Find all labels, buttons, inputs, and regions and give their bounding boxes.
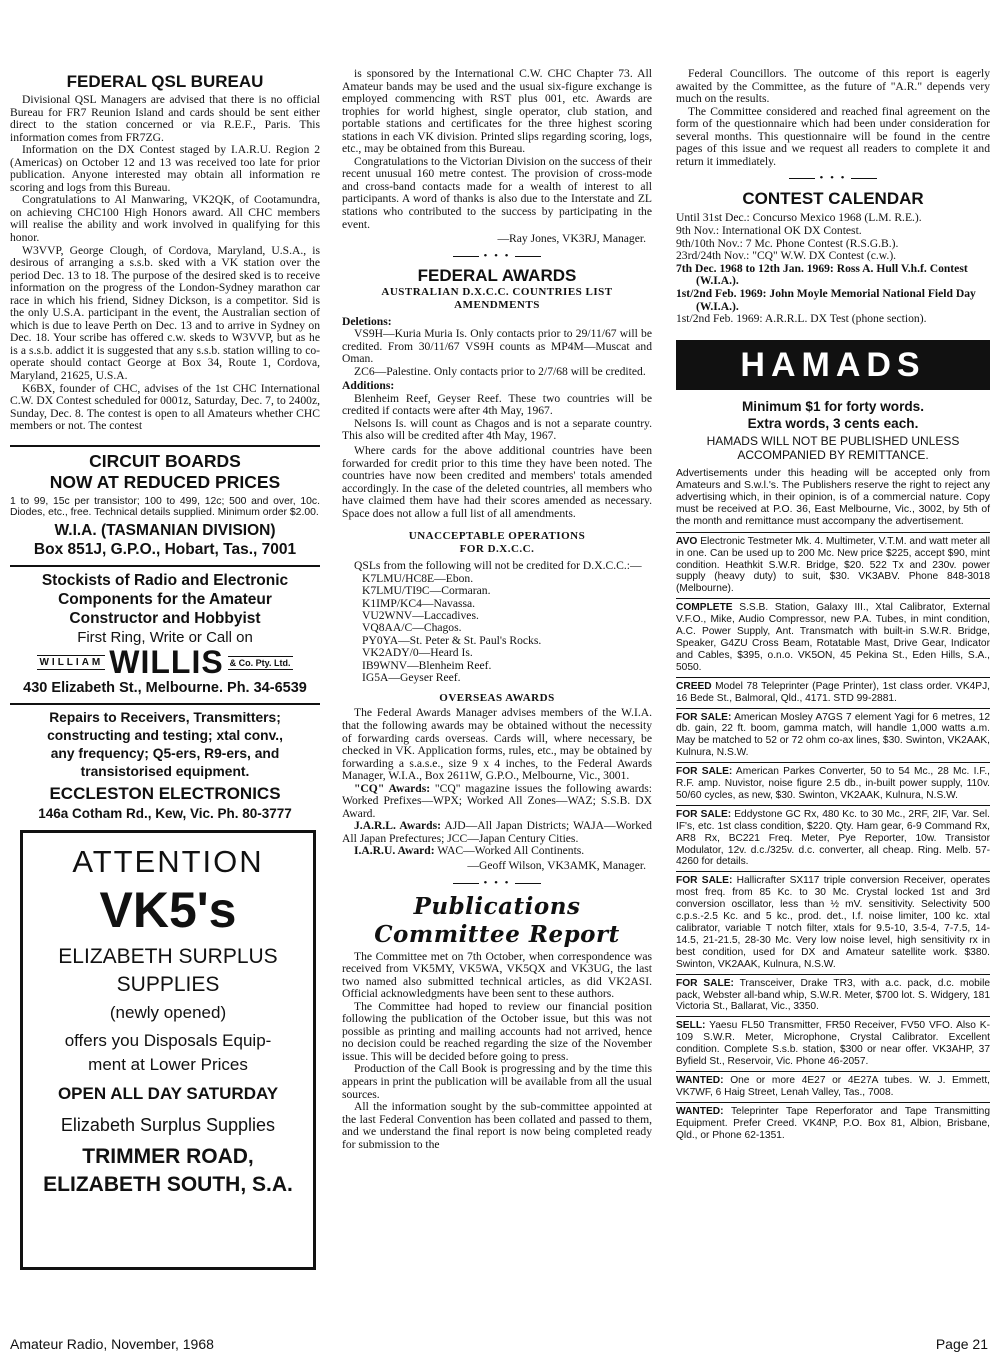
additions-list — [342, 393, 652, 443]
paragraph: Federal Councillors. The outcome of this report is eagerly awaited by the Committee, as the future of "A.R." depends very much on the results. — [676, 67, 990, 106]
eccleston-line: transistorised equipment. — [80, 763, 250, 779]
hamad-keyword: COMPLETE — [676, 602, 733, 614]
hamad-text: Transceiver, Drake TR3, with a.c. pack, d.c. mobile pack, Webster all-band whip, S.W.R. Meter, $700 lot. S. Widgery, 181 Victoria St., Ballarat, Vic., 3350. — [676, 977, 990, 1013]
cq-awards-text: "CQ" magazine issues the following awards: Worked Prefixes—WPX; Worked All Zones—WAZ; S.S.B. DX Award. — [342, 781, 653, 820]
unacceptable-item: K7LMU/HC8E—Ebon. — [362, 571, 474, 585]
amendments-subhead: AMENDMENTS — [454, 298, 540, 311]
publications-committee-body — [342, 951, 652, 1152]
unacceptable-subhead-2: FOR D.X.C.C. — [459, 543, 535, 556]
hamad-listing — [676, 974, 990, 1017]
federal-awards-title: FEDERAL AWARDS — [417, 265, 577, 285]
hamad-keyword: FOR SALE: — [676, 711, 732, 723]
iaru-award-label: I.A.R.U. Award: — [354, 844, 435, 858]
elizabeth-surplus-ad — [20, 830, 316, 1270]
paragraph: W3VVP, George Clough, of Cordova, Maryland, U.S.A., is desirous of arranging a s.s.b. sked with a VK station over the period Dec. 13 to 18. The purpose of the desired sked is to receive information on the progress of the London-Sydney marathon car race in which his friend, Sidney Dickson, is a competitor. Sid is the only U.S.A. participant in the event, the Australian section of which is due to leave Perth on Dec. 13 and to arrive in Sydney on Dec. 18. Your scribe has offered c.w. skeds to W3VVP, but as he is a s.s.b. addict it is suggested that any s.s.b. station willing to co-operate should contact George at Box 34, Route 1, Cordova, Maryland, 21625, U.S.A. — [10, 243, 320, 383]
hamads-notice: HAMADS WILL NOT BE PUBLISHED UNLESS — [706, 433, 960, 448]
eccleston-name: ECCLESTON ELECTRONICS — [49, 783, 281, 803]
attention-line: ment at Lower Prices — [88, 1054, 248, 1074]
unacceptable-item: VU2WNV—Laccadives. — [362, 609, 479, 623]
dxcc-list-subhead: AUSTRALIAN D.X.C.C. COUNTRIES LIST — [381, 285, 613, 298]
hamad-keyword: FOR SALE: — [676, 977, 734, 989]
attention-line: (newly opened) — [109, 1002, 227, 1022]
jarl-awards-text: AJD—All Japan Districts; WAJA—Worked All Japan Prefectures; JCC—Japan Century Cities. — [342, 819, 652, 845]
jarl-awards-label: J.A.R.L. Awards: — [354, 819, 441, 833]
separator: • • • — [676, 172, 990, 184]
eccleston-line: Repairs to Receivers, Transmitters; — [49, 709, 281, 725]
additions-label: Additions: — [342, 379, 395, 393]
deletions-list — [342, 328, 652, 378]
overseas-awards-paragraph: The Federal Awards Manager advises members of the W.I.A. that the following awards may be obtained without the necessity of forwarding cards overseas. Cards will, where necessary, be checked in VK. Application forms, rules, etc., may be obtained by forwarding a s.a.s.e., size 9 x 4 inches, to the Federal Awards Manager, W.I.A., Box 2611W, G.P.O., Melbourne, Vic., 3001. — [342, 706, 652, 783]
unacceptable-item: VQ8AA/C—Chagos. — [362, 621, 462, 635]
hamad-listing — [676, 1016, 990, 1071]
footer-publication: Amateur Radio, November, 1968 — [10, 1336, 214, 1352]
qsl-bureau-continued — [342, 68, 652, 231]
column-right — [676, 68, 990, 1145]
hamad-text: Teleprinter Tape Reperforator and Tape Transmitting Equipment. Prefer Creed. VK4NP, P.O. Box 81, Albion, Brisbane, Qld., or Phone 62-1351. — [676, 1105, 990, 1141]
hamad-listing — [676, 762, 990, 805]
hamad-text: Yaesu FL50 Transmitter, FR50 Receiver, FV50 VFO. Also K-109 S.W.R. Meter, Microphone, Crystal Calibrator. Excellent condition. Complete S.s.b. station, $300 or near offer. VK3AHP, 37 Byfield St., Reservoir, Vic. Phone 46-2057. — [676, 1020, 990, 1068]
hamad-text: Electronic Testmeter Mk. 4. Multimeter, V.T.M. and watt meter all in one. Can be used up to 200 Mc. New price $225, accept $90, mint condition. Heathkit S.W.R. Bridge, $20. 522 Tx and 230v. power supply (heavy duty) to suit, $30. VK3ABV. Phone 848-3018 (Melbourne). — [676, 535, 990, 595]
cq-awards — [342, 783, 652, 821]
federal-awards-paragraph: Where cards for the above additional countries have been forwarded for credit prior to this time they have been noted. The countries have now been credited and members' totals amended accordingly. In the case of the deleted countries, all members who have claimed them have had their scores amended as necessary. Space does not allow a full list of all amendments. — [342, 443, 652, 520]
hamad-keyword: FOR SALE: — [676, 875, 733, 887]
hamad-listing — [676, 708, 990, 763]
calendar-entry: 7th Dec. 1968 to 12th Jan. 1969: Ross A. Hull V.h.f. Contest (W.I.A.). — [676, 261, 968, 288]
hamad-text: Model 78 Teleprinter (Page Printer), 1st class order. VK4PJ, 16 Bede St., Balmoral, Qld., 4171. STD 99-2881. — [676, 680, 990, 704]
hamad-text: Hallicrafter SX117 triple conversion Receiver, operates most freq. from 85 Kc. to 30 Mc. Crystal locked 1st and 3rd conversion oscillator, less than ½ mV. sensitivity. Selectivity 500 c.p.s.-2.5 Kc. and 5 kc., prod. det., I.f. noise limiter, 100 kc. xtal calibrator, variable T notch filter, xtals for 9.5-10, 3.5-4, 7-7.5, 14-14.5, 21-21.5, 28-30 Mc. Very low noise level, high sensitivity rx in best condition, used for DX and Amateur satellite work. $380. Swinton, VK2AAK, Kulnura, N.S.W. — [676, 875, 990, 970]
willis-line: First Ring, Write or Call on — [77, 628, 253, 646]
eccleston-address: 146a Cotham Rd., Kew, Vic. Ph. 80-3777 — [38, 805, 292, 821]
eccleston-line: constructing and testing; xtal conv., — [47, 727, 283, 743]
circuit-boards-subtitle: NOW AT REDUCED PRICES — [49, 471, 281, 492]
jarl-awards — [342, 820, 652, 845]
deletions-label: Deletions: — [342, 314, 392, 328]
deletion-item: VS9H—Kuria Muria Is. Only contacts prior to 29/11/67 will be credited. From 30/11/67 VS9H counts as MP4M—Muscat and Oman. — [342, 327, 652, 366]
hamads-list — [676, 532, 990, 1145]
hamad-listing — [676, 677, 990, 708]
unacceptable-item: PY0YA—St. Peter & St. Paul's Rocks. — [362, 633, 542, 647]
hamad-listing — [676, 532, 990, 599]
circuit-boards-text: 1 to 99, 15c per transistor; 100 to 499, 12c; 500 and over, 10c. Diodes, etc., free. Technical details supplied. Minimum order $2.00. — [10, 495, 320, 519]
hamads-intro: Advertisements under this heading will be accepted only from Amateurs and S.w.l.'s. The Publishers reserve the right to reject any advertising which, in their opinion, is of a commercial nature. Copy must be received at P.O. 36, East Melbourne, Vic., 3002, by 5th of the month and remittance must accompany the advertisement. — [676, 467, 990, 527]
hamad-listing — [676, 598, 990, 676]
addition-item: Nelsons Is. will count as Chagos and is not a separate country. This also will be credited after 4th May, 1967. — [342, 416, 652, 443]
attention-heading: ATTENTION — [72, 843, 264, 879]
hamad-listing — [676, 1071, 990, 1102]
iaru-award — [342, 845, 652, 858]
hamads-banner: HAMADS — [676, 340, 990, 390]
circuit-boards-title: CIRCUIT BOARDS — [89, 450, 241, 471]
willis-line: Stockists of Radio and Electronic — [41, 571, 289, 589]
qsl-bureau-title: FEDERAL QSL BUREAU — [66, 72, 264, 91]
circuit-boards-org: W.I.A. (TASMANIAN DIVISION) — [54, 521, 276, 539]
unacceptable-item: IG5A—Geyser Reef. — [362, 671, 461, 685]
iaru-award-text: WAC—Worked All Continents. — [437, 844, 585, 858]
paragraph: Congratulations to the Victorian Division on the success of their recent unusual 160 metre contest. The provision of cross-mode and cross-band contacts made for a wealth of interest to all participants. A word of thanks is also due to the Interstate and ZL stations who contributed to the success by participating in the event. — [342, 154, 652, 231]
hamad-keyword: WANTED: — [676, 1105, 724, 1117]
separator: • • • — [342, 250, 652, 262]
eccleston-line: any frequency; Q5-ers, R9-ers, and — [50, 745, 280, 761]
calendar-entry: 9th/10th Nov.: 7 Mc. Phone Contest (R.S.G.B.). — [676, 236, 899, 250]
cq-awards-label: "CQ" Awards: — [354, 781, 431, 795]
attention-line: OPEN ALL DAY SATURDAY — [57, 1083, 279, 1103]
willis-address: 430 Elizabeth St., Melbourne. Ph. 34-6539 — [23, 679, 307, 696]
paragraph: Information on the DX Contest staged by I.A.R.U. Region 2 (Americas) on October 12 and 13 was received too late for prior publication. Anyone interested may obtain all information re scoring and logs from this Bureau. — [10, 143, 320, 194]
attention-line: SUPPLIES — [116, 972, 220, 996]
unacceptable-item: IB9WNV—Blenheim Reef. — [362, 658, 492, 672]
hamads-rate-line: Extra words, 3 cents each. — [747, 415, 919, 431]
signature-geoff-wilson: —Geoff Wilson, VK3AMK, Manager. — [467, 859, 646, 873]
contest-calendar-list — [676, 212, 990, 325]
unacceptable-list — [342, 573, 652, 685]
hamad-keyword: FOR SALE: — [676, 808, 732, 820]
calendar-entry: 23rd/24th Nov.: "CQ" W.W. DX Contest (c.w.). — [676, 249, 897, 263]
attention-line: Elizabeth Surplus Supplies — [60, 1114, 276, 1135]
hamad-keyword: CREED — [676, 680, 712, 692]
circuit-boards-address: Box 851J, G.P.O., Hobart, Tas., 7001 — [33, 540, 297, 558]
attention-line: ELIZABETH SURPLUS — [58, 944, 278, 968]
eccleston-ad — [10, 705, 320, 822]
attention-line: TRIMMER ROAD, — [82, 1144, 254, 1168]
attention-line: offers you Disposals Equip- — [64, 1030, 272, 1050]
hamad-text: S.S.B. Station, Galaxy III., Xtal Calibrator, External V.F.O., Mike, Audio Compressor, new P.A. Tubes, in mint condition, A.C. Power Supply, Ant. Transmatch with built-in S.W.R. Bridge, Speaker, G4ZU Cross Beam, Rotatable Mast, Drive Gear, Indicator and Cables, $395, o.n.o. VK5ON, 45 Pekina St., Eden Hills, S.A., 5050. — [676, 602, 990, 673]
hamad-listing — [676, 1102, 990, 1145]
hamad-keyword: AVO — [676, 535, 698, 547]
publications-committee-title: Publications Committee Report — [374, 892, 620, 948]
hamad-text: American Parkes Converter, 50 to 54 Mc., 28 Mc. I.F., R.F. amp. Nuvistor, noise figure 2.5 db., in-built power supply, 110v. 50/60 cycles, as new, $30. Swinton, VK2AAK, Kulnura, N.S.W. — [676, 766, 991, 801]
calendar-entry: 9th Nov.: International OK DX Contest. — [676, 223, 862, 237]
contest-calendar-title: CONTEST CALENDAR — [742, 189, 924, 209]
paragraph: Congratulations to Al Manwaring, VK2QK, of Cootamundra, on achieving CHC100 High Honors award. All CHC members will realise the ability and work involved in qualifying for this honor. — [10, 193, 320, 245]
hamad-text: Eddystone GC Rx, 480 Kc. to 30 Mc., 2RF, 2IF, Var. Sel. IF's, etc. 1st class condition, $220. Qty. Ham gear, 6-9 Command Rx, AR8 Rx, BC221 Freq. Meter, Pye Reporter, 10w. Transistor Modulator, 12v. d.c./325v. d.c. converter, all cheap. Ring. Melb. 57-4260 for details. — [676, 808, 990, 868]
deletion-item: ZC6—Palestine. Only contacts prior to 2/7/68 will be credited. — [354, 364, 646, 378]
unacceptable-intro: QSLs from the following will not be credited for D.X.C.C.:— — [354, 559, 642, 573]
overseas-awards-subhead: OVERSEAS AWARDS — [439, 692, 555, 705]
column-middle — [342, 68, 652, 1151]
paragraph: The Committee had hoped to review our financial position following the publication of the October issue, but this was not possible as printing and mailing accounts had not arrived, hence no decision could be reached regarding the size of the November issue. This will be decided before going to press. — [342, 999, 652, 1063]
separator: • • • — [342, 877, 652, 889]
willis-name: WILLIS — [109, 644, 224, 681]
unacceptable-item: K7LMU/TI9C—Cormaran. — [362, 584, 491, 598]
hamad-keyword: FOR SALE: — [676, 766, 733, 778]
unacceptable-item: K1IMP/KC4—Navassa. — [362, 596, 476, 610]
willis-william: WILLIAM — [39, 657, 104, 669]
paragraph: The Committee considered and reached final agreement on the form of the questionnaire which had been under consideration for several months. This questionnaire will be found in the centre pages of this issue and we request all readers to complete it and return it immediately. — [676, 104, 990, 168]
publications-committee-continued — [676, 68, 990, 168]
paragraph: Divisional QSL Managers are advised that there is no official Bureau for FR7 Reunion Island and cards should be sent either direct to the station concerned or via R.E.F., Paris. This information comes from FR7ZG. — [10, 93, 320, 144]
attention-vk5s: VK5's — [99, 881, 237, 938]
hamad-keyword: WANTED: — [676, 1074, 724, 1086]
hamad-text: American Mosley A7GS 7 element Yagi for 6 metres, 12 db. gain, 22 ft. boom, gamma match, will handle 1,000 watts a.m. May be matched to 52 or 72 ohm co-ax lines, $30. Swinton, VK2AAK, Kulnura, N.S.W. — [676, 711, 990, 759]
addition-item: Blenheim Reef, Geyser Reef. These two countries will be credited if contacts were after 4th May, 1967. — [342, 391, 652, 418]
willis-line: Components for the Amateur — [58, 590, 272, 608]
paragraph: All the information sought by the sub-committee appointed at the last Federal Convention has been collated and passed to them, and we understand the final report is now being completed ready for submission to the — [342, 1100, 652, 1151]
column-left — [10, 62, 320, 1270]
paragraph: is sponsored by the International C.W. CHC Chapter 73. All Amateur bands may be used and the usual six-figure exchange is employed commencing with RST plus 001, etc. Awards are trophies for world highest, single operator, club station, and portable stations and certificates for the three highest scoring stations in each VK division. Printed slips regarding scoring, logs, etc., may be obtained from this Bureau. — [342, 67, 652, 156]
willis-co: & Co. Pty. Ltd. — [229, 657, 291, 668]
hamad-keyword: SELL: — [676, 1020, 706, 1032]
willis-logo — [10, 644, 320, 681]
footer-page-number: Page 21 — [935, 1336, 988, 1352]
hamads-rate-line: Minimum $1 for forty words. — [741, 398, 925, 414]
qsl-bureau-body — [10, 94, 320, 433]
paragraph: K6BX, founder of CHC, advises of the 1st CHC International C.W. DX Contest scheduled for 0001z, Saturday, Dec. 7, to 2400z, Sunday, Dec. 8. The contest is open to all Amateurs whether CHC members or not. The contest — [10, 381, 320, 433]
calendar-entry: 1st/2nd Feb. 1969: John Moyle Memorial National Field Day (W.I.A.). — [676, 286, 976, 313]
willis-ad — [10, 567, 320, 697]
hamad-listing — [676, 871, 990, 973]
unacceptable-item: VK2ADY/0—Heard Is. — [362, 646, 473, 660]
hamad-text: One or more 4E27 or 4E27A tubes. W. J. Emmett, VK7WF, 6 Haig Street, Lenah Valley, Tas., 7008. — [676, 1074, 990, 1098]
paragraph: Production of the Call Book is progressing and by the time this appears in print the publication will be available from all the usual sources. — [342, 1062, 652, 1101]
unacceptable-subhead: UNACCEPTABLE OPERATIONS — [408, 530, 586, 543]
calendar-entry: Until 31st Dec.: Concurso Mexico 1968 (L.M. R.E.). — [676, 211, 922, 225]
circuit-boards-ad — [10, 447, 320, 559]
hamad-listing — [676, 805, 990, 872]
willis-line: Constructor and Hobbyist — [69, 609, 261, 627]
signature-ray-jones: —Ray Jones, VK3RJ, Manager. — [497, 232, 646, 246]
paragraph: The Committee met on 7th October, when correspondence was received from VK5MY, VK5WA, VK5QX and VK3UG, the last two named also submitted technical articles, as did VK2ASI. Official acknowledgments have been sent to these authors. — [342, 949, 652, 1001]
calendar-entry: 1st/2nd Feb. 1969: A.R.R.L. DX Test (phone section). — [676, 312, 927, 326]
hamads-notice: ACCOMPANIED BY REMITTANCE. — [737, 447, 929, 462]
attention-line: ELIZABETH SOUTH, S.A. — [43, 1172, 293, 1196]
